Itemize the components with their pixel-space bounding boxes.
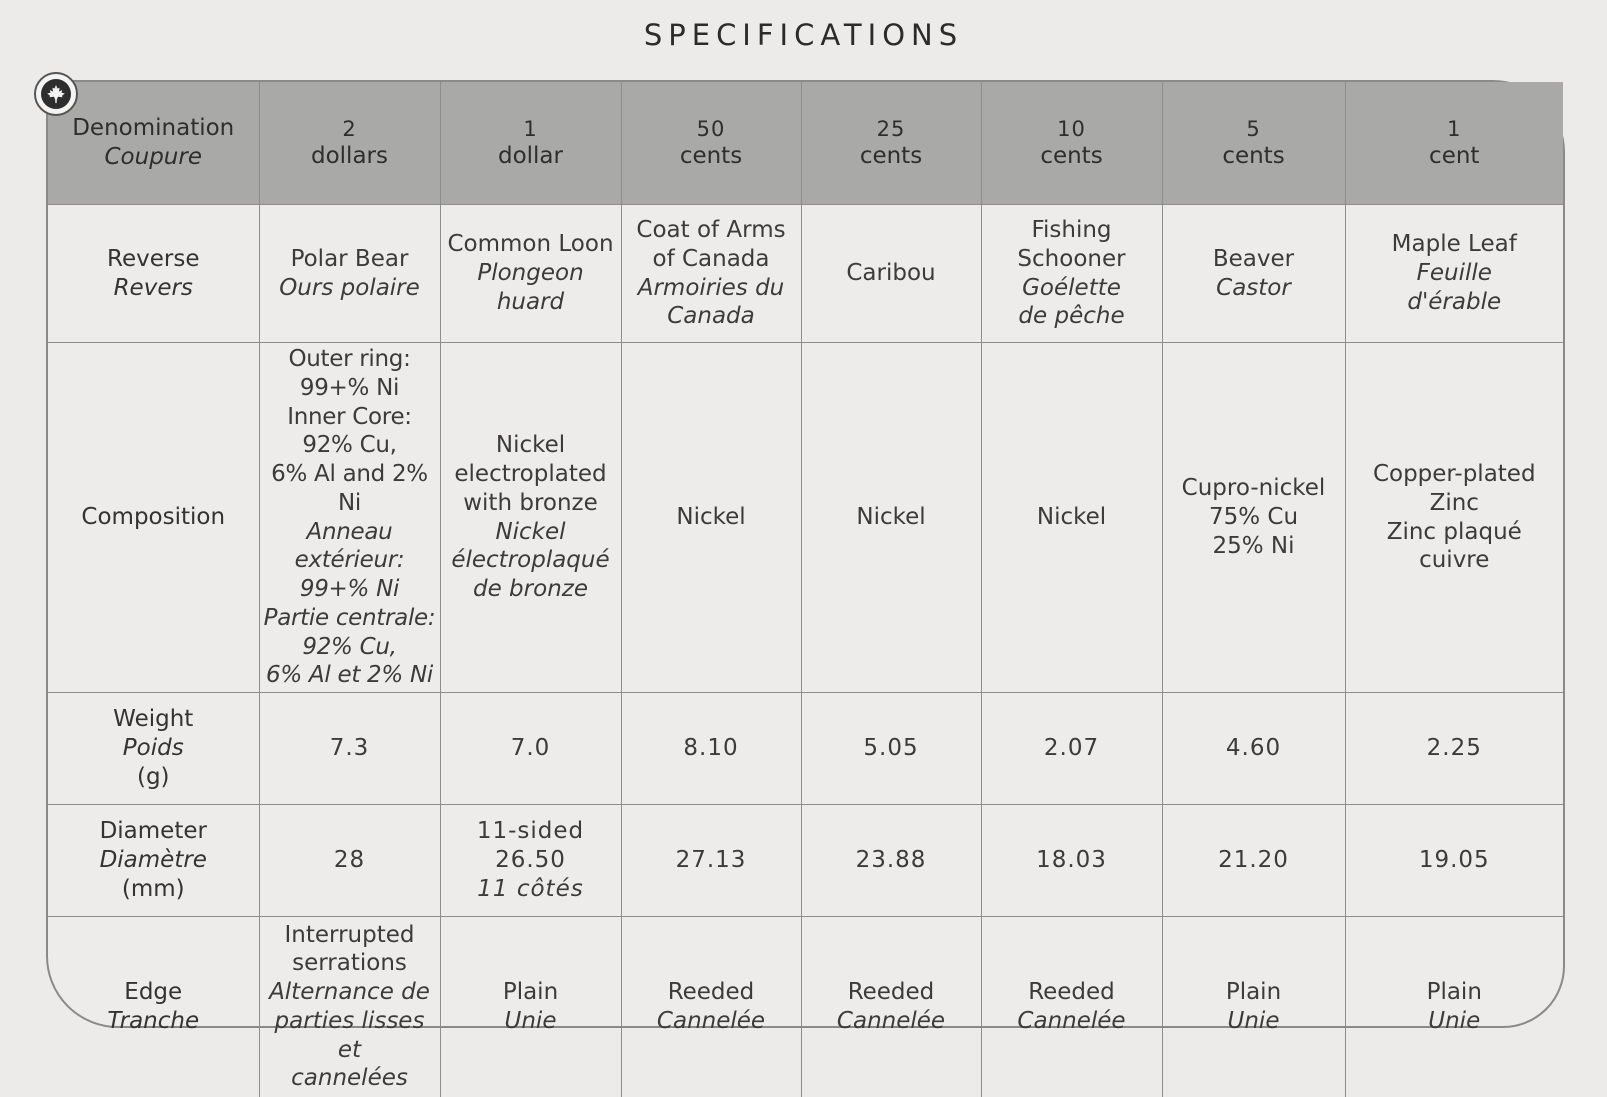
cell-line-en: Caribou [846, 260, 936, 287]
cell-line-en: Plain [1426, 979, 1482, 1005]
denomination-2-dollars: 2 dollars [259, 82, 440, 205]
cell-line-fr: Nickel [495, 518, 566, 545]
cell-line-fr: Plongeon huard [477, 260, 584, 315]
cell-line-en: 26.50 [495, 847, 566, 874]
cell-line-en: Reeded [847, 979, 935, 1005]
composition-cell [1345, 343, 1563, 693]
cell-line-fr: cannelées [291, 1065, 408, 1092]
reverse-cell [1345, 205, 1563, 343]
diameter-label: Diameter Diamètre (mm) [48, 805, 259, 917]
mint-logo [34, 72, 78, 116]
cell-line-en: Zinc plaqué [1386, 518, 1522, 545]
cell-line-fr: Cannelée [1017, 1007, 1126, 1034]
cell-line-fr: Goélette [1022, 274, 1121, 301]
cell-line-en: 27.13 [675, 847, 747, 874]
weight-value: 2.07 [981, 693, 1162, 805]
cell-line-en: Common Loon [447, 231, 614, 258]
edge-cell [801, 917, 981, 1097]
cell-line-fr: parties lisses et [274, 1007, 425, 1063]
edge-label: Edge Tranche [48, 917, 259, 1097]
edge-cell [1162, 917, 1345, 1097]
weight-value: 7.3 [259, 693, 440, 805]
composition-cell [259, 343, 440, 693]
cell-line-en: Nickel [676, 504, 746, 531]
cell-line-en: 18.03 [1036, 847, 1107, 874]
header-row [48, 82, 1563, 205]
cell-line-en: 21.20 [1218, 847, 1289, 874]
composition-cell [1162, 343, 1345, 693]
cell-line-en: serrations [292, 950, 407, 977]
cell-line-fr: 92% Cu, [302, 633, 397, 660]
cell-line-en: Reeded [1028, 979, 1115, 1005]
composition-label: Composition [48, 343, 259, 693]
weight-value: 4.60 [1162, 693, 1345, 805]
diameter-cell [1345, 805, 1563, 917]
reverse-cell [1162, 205, 1345, 343]
cell-line-en: Outer ring: 99+% Ni [288, 346, 411, 401]
specifications-table [48, 82, 1563, 1097]
composition-row [48, 343, 1563, 693]
cell-line-en: 25% Ni [1212, 532, 1295, 559]
cell-line-en: Nickel [856, 504, 926, 531]
reverse-label: Reverse Revers [48, 205, 259, 343]
weight-value: 5.05 [801, 693, 981, 805]
cell-line-en: of Canada [652, 245, 770, 272]
cell-line-fr: Armoiries du [637, 274, 785, 301]
cell-line-fr: 6% Al et 2% Ni [266, 662, 433, 689]
cell-line-en: Coat of Arms [636, 217, 786, 243]
diameter-row [48, 805, 1563, 917]
cell-line-en: Copper-plated [1372, 461, 1536, 487]
cell-line-en: 28 [333, 847, 366, 874]
cell-line-fr: Partie centrale: [263, 604, 436, 631]
weight-value: 8.10 [621, 693, 801, 805]
cell-line-en: Zinc [1429, 489, 1479, 516]
edge-cell [259, 917, 440, 1097]
cell-line-fr: Castor [1216, 274, 1291, 301]
reverse-cell [981, 205, 1162, 343]
cell-line-en: Reeded [667, 979, 755, 1005]
cell-line-fr: Anneau extérieur: [294, 518, 405, 574]
composition-cell [440, 343, 621, 693]
cell-line-en: electroplated [454, 461, 607, 487]
header-label-fr: Coupure [104, 144, 202, 170]
cell-line-fr: Ours polaire [279, 274, 420, 301]
weight-value: 7.0 [440, 693, 621, 805]
cell-line-en: 6% Al and 2% Ni [271, 461, 428, 516]
cell-line-en: Nickel [495, 432, 566, 459]
denomination-25-cents: 25 cents [801, 82, 981, 205]
cell-line-fr: Alternance de [269, 979, 430, 1005]
reverse-cell [621, 205, 801, 343]
reverse-cell [259, 205, 440, 343]
diameter-cell [440, 805, 621, 917]
cell-line-en: Cupro-nickel [1181, 475, 1326, 502]
weight-row [48, 693, 1563, 805]
cell-line-en: Interrupted [284, 921, 415, 948]
denomination-10-cents: 10 cents [981, 82, 1162, 205]
composition-cell [621, 343, 801, 693]
cell-line-fr: de bronze [473, 576, 588, 602]
cell-line-en: Plain [502, 979, 559, 1005]
cell-line-en: Fishing [1031, 217, 1112, 243]
cell-line-fr: Cannelée [656, 1007, 766, 1034]
cell-line-en: Inner Core: 92% Cu, [287, 403, 412, 459]
weight-label: Weight Poids (g) [48, 693, 259, 805]
cell-line-en: Schooner [1017, 245, 1126, 272]
maple-leaf-icon [41, 79, 71, 109]
edge-row [48, 917, 1563, 1097]
diameter-cell [621, 805, 801, 917]
cell-line-en: 19.05 [1418, 847, 1490, 874]
cell-line-en: 11-sided [476, 818, 585, 845]
cell-line-fr: Unie [504, 1007, 557, 1034]
cell-line-fr: 99+% Ni [299, 576, 400, 602]
cell-line-en: 75% Cu [1208, 504, 1299, 531]
diameter-cell [259, 805, 440, 917]
composition-cell [981, 343, 1162, 693]
cell-line-en: cuivre [1419, 547, 1490, 574]
denomination-5-cents: 5 cents [1162, 82, 1345, 205]
cell-line-en: Maple Leaf [1391, 231, 1517, 258]
cell-line-en: Polar Bear [290, 245, 409, 272]
cell-line-fr: Canada [667, 303, 755, 330]
specifications-table-frame [46, 80, 1565, 1092]
denomination-1-dollar: 1 dollar [440, 82, 621, 205]
cell-line-fr: Unie [1428, 1007, 1481, 1034]
cell-line-en: 23.88 [855, 847, 927, 874]
cell-line-fr: électroplaqué [451, 547, 610, 574]
cell-line-fr: Unie [1227, 1007, 1280, 1034]
diameter-cell [1162, 805, 1345, 917]
diameter-cell [981, 805, 1162, 917]
cell-line-fr: de pêche [1018, 303, 1125, 330]
composition-cell [801, 343, 981, 693]
cell-line-fr: 11 côtés [477, 875, 584, 902]
edge-cell [621, 917, 801, 1097]
reverse-cell [440, 205, 621, 343]
cell-line-en: Nickel [1036, 504, 1107, 531]
cell-line-fr: Cannelée [836, 1007, 946, 1034]
header-label-cell [48, 82, 259, 205]
cell-line-fr: Feuille [1416, 260, 1492, 287]
cell-line-fr: d'érable [1407, 288, 1502, 315]
edge-cell [1345, 917, 1563, 1097]
cell-line-en: with bronze [463, 489, 598, 516]
denomination-50-cents: 50 cents [621, 82, 801, 205]
edge-cell [440, 917, 621, 1097]
cell-line-en: Beaver [1212, 245, 1295, 272]
cell-line-en: Plain [1225, 979, 1282, 1005]
denomination-1-cent: 1 cent [1345, 82, 1563, 205]
reverse-cell [801, 205, 981, 343]
diameter-cell [801, 805, 981, 917]
page-title: SPECIFICATIONS [643, 18, 964, 52]
weight-value: 2.25 [1345, 693, 1563, 805]
reverse-row [48, 205, 1563, 343]
edge-cell [981, 917, 1162, 1097]
header-label-en: Denomination [72, 115, 235, 142]
